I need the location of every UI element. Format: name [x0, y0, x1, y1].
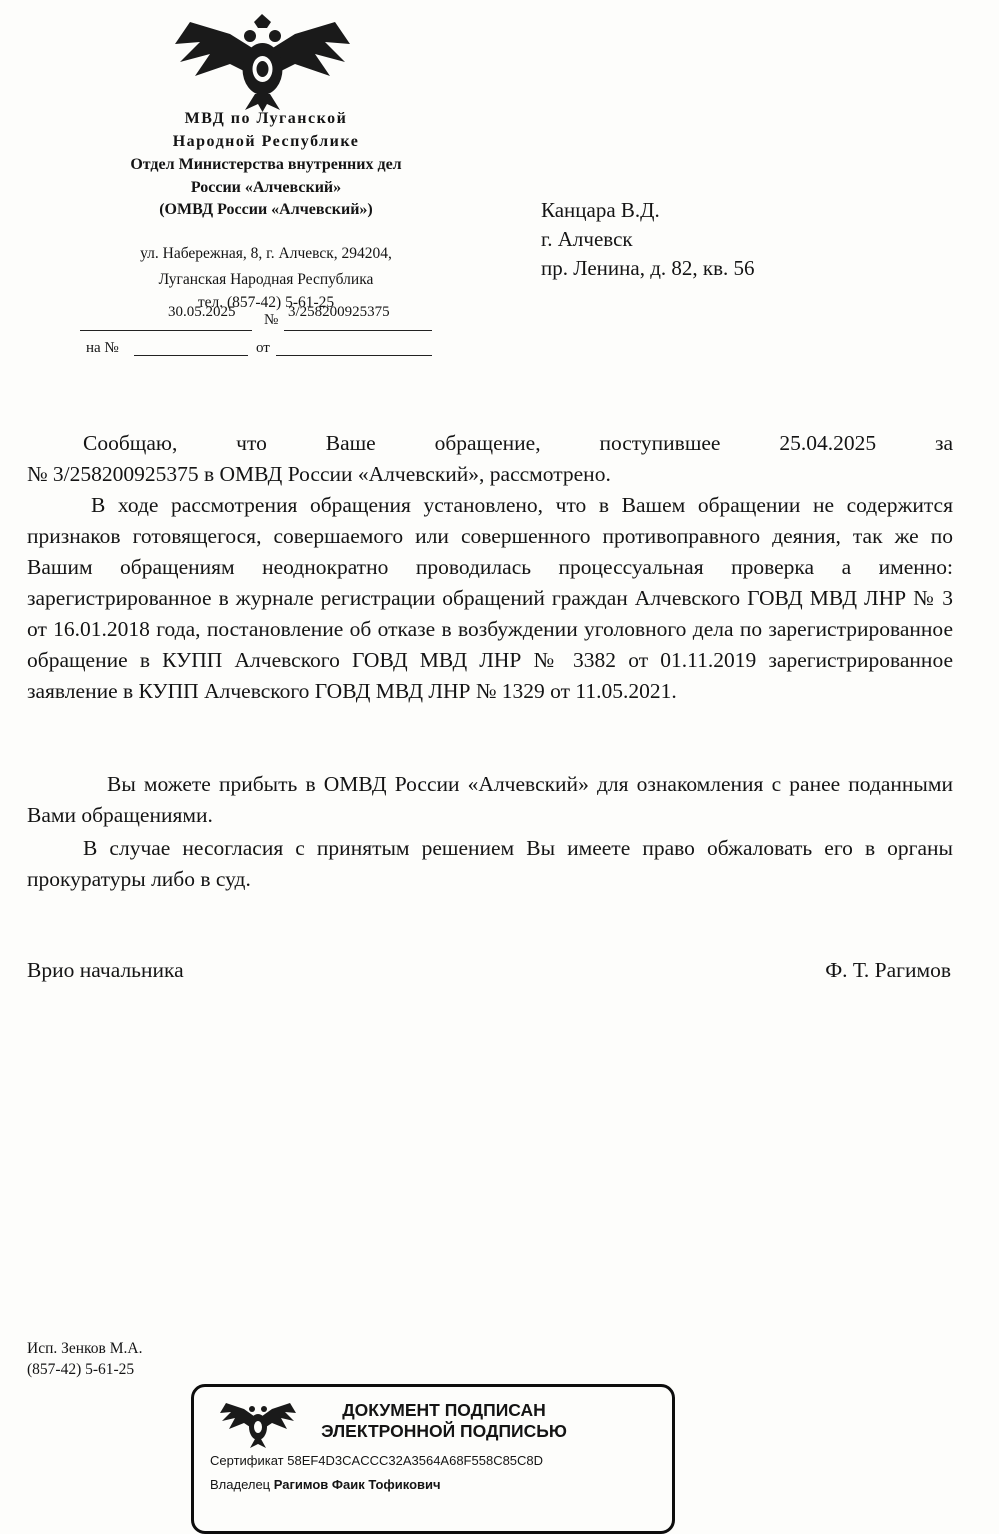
- org-name-line-1: МВД по Луганской: [184, 110, 348, 127]
- executor-name: Исп. Зенков М.А.: [27, 1340, 143, 1357]
- recipient-city: г. Алчевск: [541, 227, 633, 251]
- stamp-owner-value: Рагимов Фаик Тофикович: [273, 1477, 441, 1492]
- stamp-owner: [210, 1477, 441, 1492]
- recipient-address: пр. Ленина, д. 82, кв. 56: [541, 256, 755, 280]
- reference-date-label: от: [256, 340, 270, 356]
- body-paragraph-4: В случае несогласия с принятым решением Вы имеете право обжаловать его в органы прокуратуры либо в суд.: [27, 836, 953, 891]
- stamp-owner-label: Владелец: [210, 1477, 271, 1492]
- electronic-signature-stamp: [191, 1384, 675, 1534]
- stamp-certificate-label: Сертификат: [210, 1453, 284, 1468]
- registration-number-line: [284, 330, 432, 331]
- stamp-title-line-1: ДОКУМЕНТ ПОДПИСАН: [342, 1400, 546, 1420]
- org-address-line-1: ул. Набережная, 8, г. Алчевск, 294204,: [140, 245, 392, 262]
- stamp-certificate-value: 58EF4D3CACCC32A3564A68F558C85C8D: [287, 1453, 544, 1468]
- stamp-eagle-icon: [218, 1399, 298, 1449]
- signatory-position: Врио начальника: [27, 958, 184, 982]
- registration-number: 3/258200925375: [288, 304, 390, 320]
- body-paragraph-1-line-1: Сообщаю, что Ваше обращение, поступившее 25.04.2025 за: [83, 431, 953, 455]
- stamp-certificate: [210, 1453, 543, 1468]
- registration-date-line: [80, 330, 252, 331]
- body-paragraph-2: В ходе рассмотрения обращения установлено, что в Вашем обращении не содержится признаков готовящегося, совершаемого или совершенного противоправного деяния, так же по Вашим обращениям неоднократно проводилась процессуальная проверка а именно: зарегистрированное в журнале регистрации обращений граждан Алчевского ГОВД МВД ЛНР № 3 от 16.01.2018 года, постановление об отказе в возбуждении уголовного дела по зарегистрированное обращение в КУПП Алчевского ГОВД МВД ЛНР № 3382 от 01.11.2019 зарегистрированное заявление в КУПП Алчевского ГОВД МВД ЛНР № 1329 от 11.05.2021.: [27, 493, 953, 703]
- org-name-line-2: Народной Республике: [172, 133, 360, 150]
- org-address-line-2: Луганская Народная Республика: [158, 271, 374, 288]
- registration-number-label: №: [264, 312, 279, 328]
- signatory-name: Ф. Т. Рагимов: [825, 958, 951, 982]
- org-name-line-4: России «Алчевский»: [190, 179, 342, 196]
- emblem-eagle-icon: [170, 14, 355, 114]
- reference-number-line: [134, 355, 248, 356]
- executor-phone: (857-42) 5-61-25: [27, 1361, 135, 1378]
- registration-date: 30.05.2025: [168, 304, 236, 320]
- body-paragraph-3: Вы можете прибыть в ОМВД России «Алчевский» для ознакомления с ранее поданными Вами обращениями.: [27, 772, 953, 827]
- recipient-name: Канцара В.Д.: [541, 198, 660, 222]
- stamp-title-line-2: ЭЛЕКТРОННОЙ ПОДПИСЬЮ: [321, 1421, 567, 1441]
- org-name-line-5: (ОМВД России «Алчевский»): [159, 201, 373, 218]
- reference-number-label: на №: [86, 340, 119, 356]
- org-name-line-3: Отдел Министерства внутренних дел: [130, 156, 402, 173]
- org-phone: тел. (857-42) 5-61-25: [197, 294, 335, 311]
- body-paragraph-1-line-2: № 3/258200925375 в ОМВД России «Алчевский», рассмотрено.: [27, 462, 611, 486]
- reference-date-line: [276, 355, 432, 356]
